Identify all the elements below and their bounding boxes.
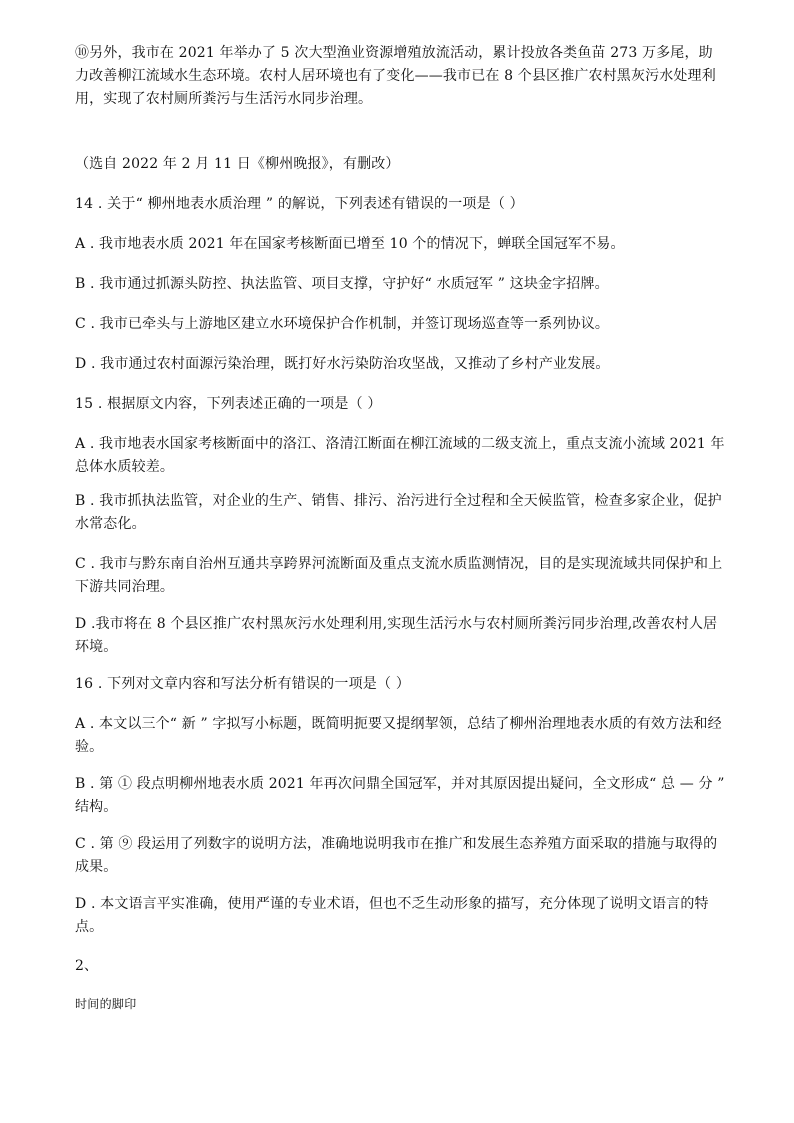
question-15-option-b: B . 我市抓执法监管，对企业的生产、销售、排污、治污进行全过程和全天候监管，检查多家企业，促护水常态化。: [75, 493, 722, 532]
question-14-option-c: C . 我市已牵头与上游地区建立水环境保护合作机制，并签订现场巡查等一系列协议。: [75, 316, 610, 332]
section-number: 2、: [75, 958, 99, 974]
question-14-option-a: A . 我市地表水质 2021 年在国家考核断面已增至 10 个的情况下，蝉联全国冠军不易。: [75, 236, 625, 252]
question-14-option-b: B . 我市通过抓源头防控、执法监管、项目支撑，守护好“ 水质冠军 ” 这块金字招牌。: [75, 276, 609, 292]
document-page: [75, 0, 725, 1123]
question-14-option-d: D . 我市通过农村面源污染治理，既打好水污染防治攻坚战，又推动了乡村产业发展。: [75, 356, 610, 372]
question-16-option-c: C . 第 ⑨ 段运用了列数字的说明方法，准确地说明我市在推广和发展生态养殖方面采取的措施与取得的成果。: [75, 836, 718, 875]
question-16-option-d: D . 本文语言平实准确，使用严谨的专业术语，但也不乏生动形象的描写，充分体现了说明文语言的特点。: [75, 896, 709, 935]
paragraph-10: ⑩另外，我市在 2021 年举办了 5 次大型渔业资源增殖放流活动，累计投放各类鱼苗 273 万多尾，助力改善柳江流域水生态环境。农村人居环境也有了变化——我市已在 8 个县区推广农村黑灰污水处理利用，实现了农村厕所粪污与生活污水同步治理。: [75, 45, 716, 107]
question-16-stem: 16 . 下列对文章内容和写法分析有错误的一项是（ ）: [75, 676, 411, 692]
question-15-option-c: C . 我市与黔东南自治州互通共享跨界河流断面及重点支流水质监测情况，目的是实现流域共同保护和上下游共同治理。: [75, 556, 723, 595]
question-14-stem: 14 . 关于“ 柳州地表水质治理 ” 的解说，下列表述有错误的一项是（ ）: [75, 196, 524, 212]
question-16-option-b: B . 第 ① 段点明柳州地表水质 2021 年再次问鼎全国冠军，并对其原因提出疑问，全文形成“ 总 — 分 ” 结构。: [75, 776, 725, 815]
next-article-title: 时间的脚印: [75, 997, 137, 1011]
question-15-option-d: D .我市将在 8 个县区推广农村黑灰污水处理利用,实现生活污水与农村厕所粪污同步治理,改善农村人居环境。: [75, 616, 718, 655]
question-16-option-a: A . 本文以三个“ 新 ” 字拟写小标题，既简明扼要又提纲挈领，总结了柳州治理地表水质的有效方法和经验。: [75, 716, 722, 755]
question-15-stem: 15 . 根据原文内容，下列表述正确的一项是（ ）: [75, 396, 382, 412]
question-15-option-a: A . 我市地表水国家考核断面中的洛江、洛清江断面在柳江流域的二级支流上，重点支流小流域 2021 年总体水质较差。: [75, 436, 725, 475]
source-citation: （选自 2022 年 2 月 11 日《柳州晚报》，有删改）: [75, 156, 400, 172]
